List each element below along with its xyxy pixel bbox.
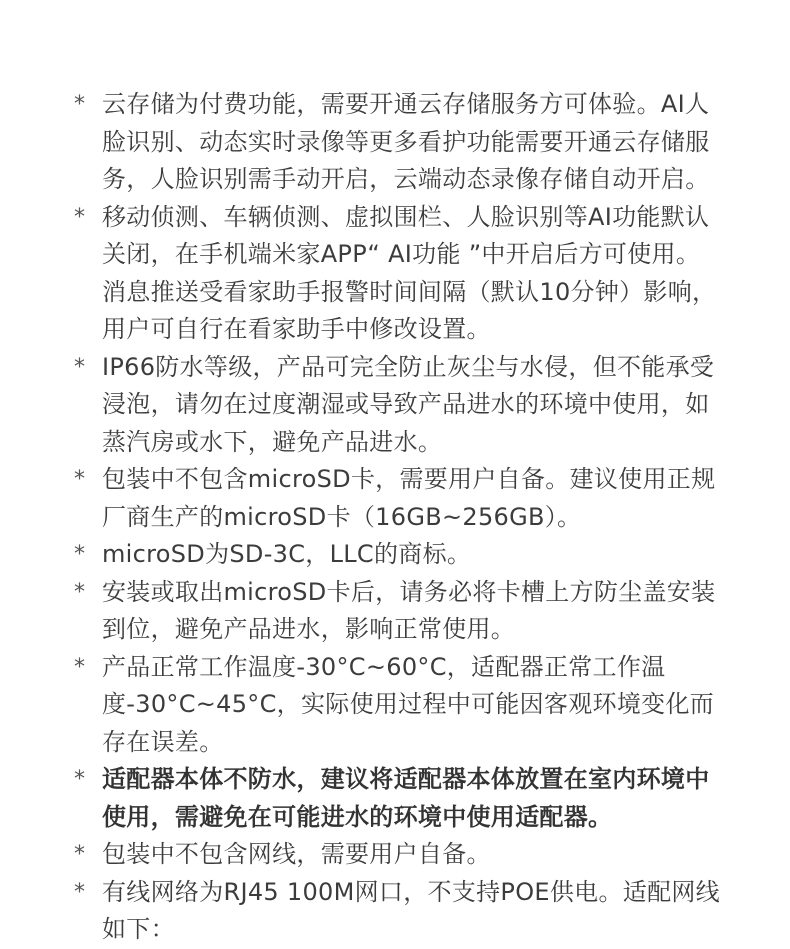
note-item — [0, 649, 790, 762]
note-item — [0, 199, 790, 349]
note-text: 包装中不包含microSD卡，需要用户自备。建议使用正规厂商生产的microSD卡（16GB~256GB）。 — [102, 465, 716, 531]
note-item — [0, 461, 790, 536]
note-text: 云存储为付费功能，需要开通云存储服务方可体验。AI人脸识别、动态实时录像等更多看护功能需要开通云存储服务，人脸识别需手动开启，云端动态录像存储自动开启。 — [102, 90, 710, 193]
bullet-asterisk: * — [74, 92, 86, 117]
note-item — [0, 86, 790, 199]
bullet-asterisk: * — [74, 654, 86, 680]
bullet-asterisk: * — [74, 467, 86, 492]
bullet-asterisk: * — [74, 354, 86, 380]
notes-list — [0, 86, 790, 949]
bullet-asterisk: * — [74, 767, 86, 792]
note-text: 移动侦测、车辆侦测、虚拟围栏、人脸识别等AI功能默认关闭，在手机端米家APP“ AI功能 ”中开启后方可使用。消息推送受看家助手报警时间间隔（默认10分钟）影响，用户可自行在看家助手中修改设置。 — [102, 202, 717, 343]
note-text: 包装中不包含网线，需要用户自备。 — [102, 840, 491, 868]
note-text: 有线网络为RJ45 100M网口，不支持POE供电。适配网线如下： — [102, 877, 720, 943]
note-item — [0, 574, 790, 649]
note-text: 产品正常工作温度-30°C~60°C，适配器正常工作温度-30°C~45°C，实际使用过程中可能因客观环境变化而存在误差。 — [102, 652, 715, 756]
note-text: 安装或取出microSD卡后，请务必将卡槽上方防尘盖安装到位，避免产品进水，影响正常使用。 — [102, 577, 716, 643]
note-text: 适配器本体不防水，建议将适配器本体放置在室内环境中使用，需避免在可能进水的环境中使用适配器。 — [102, 765, 710, 831]
bullet-asterisk: * — [74, 204, 86, 230]
note-item — [0, 836, 790, 874]
bullet-asterisk: * — [74, 542, 86, 567]
bullet-asterisk: * — [74, 879, 86, 905]
bullet-asterisk: * — [74, 579, 86, 605]
bullet-asterisk: * — [74, 842, 86, 867]
note-item-emphasis — [0, 761, 790, 836]
note-item — [0, 874, 790, 949]
note-text: microSD为SD-3C，LLC的商标。 — [102, 540, 472, 568]
note-text: IP66防水等级，产品可完全防止灰尘与水侵，但不能承受浸泡，请勿在过度潮湿或导致产品进水的环境中使用，如蒸汽房或水下，避免产品进水。 — [102, 352, 715, 456]
note-item — [0, 349, 790, 462]
note-item — [0, 536, 790, 574]
